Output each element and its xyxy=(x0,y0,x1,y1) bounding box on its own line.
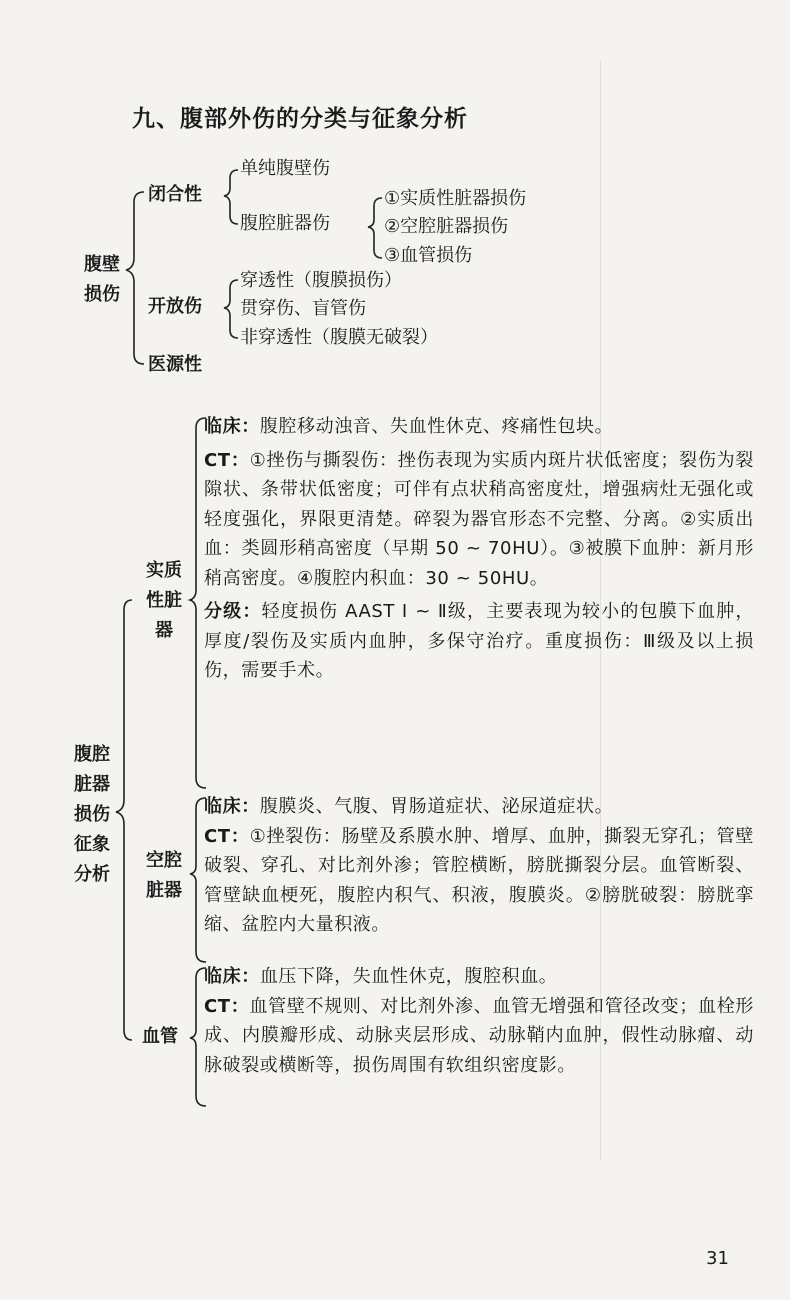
section-heading: 九、腹部外伤的分类与征象分析 xyxy=(132,106,468,132)
solid-organ-label xyxy=(136,556,192,646)
organ-child-item: ②空腔脏器损伤 xyxy=(384,216,509,237)
hollow-organ-text xyxy=(204,792,754,940)
solid-organ-text xyxy=(204,412,754,686)
vessel-ct-paragraph xyxy=(204,992,754,1081)
root-label-line: 脏器 xyxy=(74,774,110,795)
root-label-line: 损伤 xyxy=(84,284,120,305)
tree1-root-label xyxy=(74,250,130,310)
clinical-text: 血压下降，失血性休克，腹腔积血。 xyxy=(259,966,558,987)
clinical-label: 临床： xyxy=(204,966,260,987)
grade-text: 轻度损伤 AAST Ⅰ ~ Ⅱ级，主要表现为较小的包膜下血肿，厚度/裂伤及实质内血肿，多保守治疗。重度损伤：Ⅲ级及以上损伤，需要手术。 xyxy=(204,601,754,681)
organ-child-item: ①实质性脏器损伤 xyxy=(384,188,527,209)
closed-child-item: 单纯腹壁伤 xyxy=(240,158,330,179)
solid-label-line: 性脏 xyxy=(146,590,182,611)
root-label-line: 分析 xyxy=(74,864,110,885)
clinical-label: 临床： xyxy=(204,416,260,437)
solid-grade-paragraph xyxy=(204,597,754,686)
closed-injury-label: 闭合性 xyxy=(148,184,202,205)
solid-clinical-paragraph xyxy=(204,412,754,442)
hollow-ct-paragraph xyxy=(204,822,754,940)
ct-label: CT： xyxy=(204,825,250,847)
hollow-organ-label xyxy=(136,846,192,906)
solid-ct-paragraph xyxy=(204,446,754,594)
brace-organ xyxy=(368,198,382,258)
vessel-label-line: 血管 xyxy=(142,1026,178,1047)
ct-text: ①挫裂伤：肠壁及系膜水肿、增厚、血肿，撕裂无穿孔；管壁破裂、穿孔、对比剂外渗；管腔横断，膀胱撕裂分层。血管断裂、管壁缺血梗死，腹腔内积气、积液，腹膜炎。②膀胱破裂：膀胱挛缩、盆腔内大量积液。 xyxy=(204,825,754,935)
hollow-label-line: 脏器 xyxy=(146,880,182,901)
vessel-label xyxy=(132,1022,188,1052)
clinical-label: 临床： xyxy=(204,796,260,817)
grade-label: 分级： xyxy=(204,601,262,622)
open-child-item: 贯穿伤、盲管伤 xyxy=(240,298,366,319)
clinical-text: 腹腔移动浊音、失血性休克、疼痛性包块。 xyxy=(259,416,614,437)
vessel-text xyxy=(204,962,754,1080)
solid-label-line: 器 xyxy=(155,620,173,641)
brace-closed xyxy=(224,170,238,224)
root-label-line: 腹壁 xyxy=(84,254,120,275)
vessel-clinical-paragraph xyxy=(204,962,754,992)
root-label-line: 腹腔 xyxy=(74,744,110,765)
solid-label-line: 实质 xyxy=(146,560,182,581)
open-child-item: 非穿透性（腹膜无破裂） xyxy=(240,327,438,348)
ct-label: CT： xyxy=(204,995,250,1017)
ct-label: CT： xyxy=(204,449,250,471)
page-number: 31 xyxy=(706,1248,729,1269)
root-label-line: 征象 xyxy=(74,834,110,855)
tree2-root-label xyxy=(64,740,120,890)
open-injury-label: 开放伤 xyxy=(148,296,202,317)
brace-open xyxy=(224,280,238,338)
ct-text: ①挫伤与撕裂伤：挫伤表现为实质内斑片状低密度；裂伤为裂隙状、条带状低密度；可伴有点状稍高密度灶，增强病灶无强化或轻度强化，界限更清楚。碎裂为器官形态不完整、分离。②实质出血：类圆形稍高密度（早期 50 ~ 70HU）。③被膜下血肿：新月形稍高密度。④腹腔内积血：30 ~ 50HU。 xyxy=(204,449,754,589)
closed-child-item: 腹腔脏器伤 xyxy=(240,213,330,234)
hollow-label-line: 空腔 xyxy=(146,850,182,871)
ct-text: 血管壁不规则、对比剂外渗、血管无增强和管径改变；血栓形成、内膜瓣形成、动脉夹层形成、动脉鞘内血肿，假性动脉瘤、动脉破裂或横断等，损伤周围有软组织密度影。 xyxy=(204,995,754,1076)
clinical-text: 腹膜炎、气腹、胃肠道症状、泌尿道症状。 xyxy=(259,796,614,817)
organ-child-item: ③血管损伤 xyxy=(384,245,473,266)
hollow-clinical-paragraph xyxy=(204,792,754,822)
iatrogenic-label: 医源性 xyxy=(148,354,202,375)
root-label-line: 损伤 xyxy=(74,804,110,825)
open-child-item: 穿透性（腹膜损伤） xyxy=(240,270,402,291)
